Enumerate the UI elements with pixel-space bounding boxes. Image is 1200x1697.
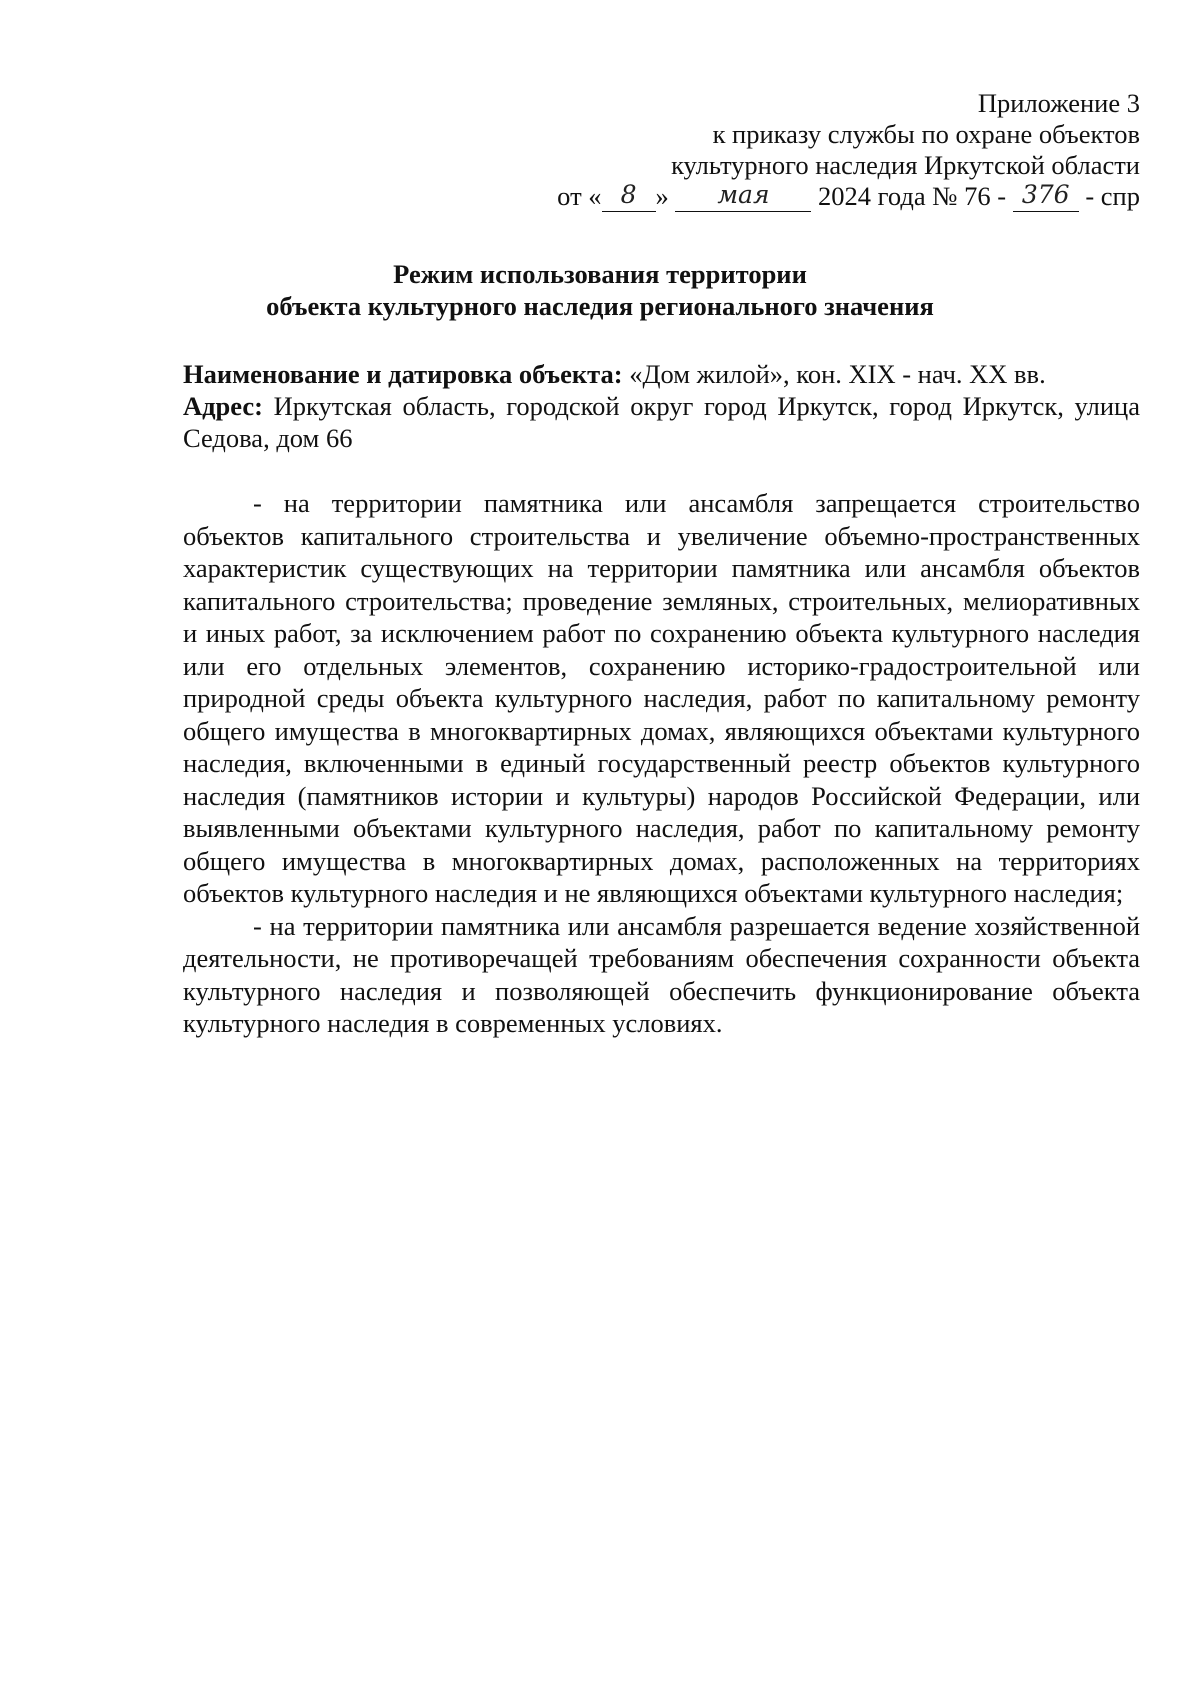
attachment-number: Приложение 3 — [977, 88, 1140, 118]
attachment-date-line — [557, 181, 1140, 212]
regime-text — [183, 487, 1140, 1040]
doc-number-field — [1013, 181, 1079, 212]
attachment-order-ref: к приказу службы по охране объектов — [712, 119, 1140, 149]
month-handwritten: мая — [717, 180, 770, 209]
number-suffix: - спр — [1085, 181, 1140, 211]
attachment-header — [557, 88, 1140, 212]
paragraph-permission: - на территории памятника или ансамбля разрешается ведение хозяйственной деятельности, не противоречащей требованиям обеспечения сохранности объекта культурного наследия и позволяющей обеспечить функционирование объекта культурного наследия в современных условиях. — [183, 910, 1140, 1038]
month-field — [675, 181, 811, 212]
document-title — [0, 258, 1200, 322]
object-info — [183, 358, 1140, 454]
day-field — [602, 181, 656, 212]
title-line-2: объекта культурного наследия регионального значения — [266, 291, 934, 321]
object-name-label: Наименование и датировка объекта: — [183, 359, 623, 389]
year-number-text: 2024 года № 76 - — [818, 181, 1007, 211]
day-handwritten: 8 — [620, 180, 637, 209]
title-line-1: Режим использования территории — [393, 259, 807, 289]
paragraph-prohibition: - на территории памятника или ансамбля запрещается строительство объектов капитального строительства и увеличение объемно-пространственных характеристик существующих на территории памятника или ансамбля объектов капитального строительства; проведение земляных, строительных, мелиоративных и иных работ, за исключением работ по сохранению объекта культурного наследия или его отдельных элементов, сохранению историко-градостроительной или природной среды объекта культурного наследия, работ по капитальному ремонту общего имущества в многоквартирных домах, являющихся объектами культурного наследия, включенными в единый государственный реестр объектов культурного наследия (памятников истории и культуры) народов Российской Федерации, или выявленными объектами культурного наследия, работ по капитальному ремонту общего имущества в многоквартирных домах, расположенных на территориях объектов культурного наследия и не являющихся объектами культурного наследия; — [183, 488, 1140, 908]
object-address-row — [183, 390, 1140, 454]
attachment-authority: культурного наследия Иркутской области — [671, 150, 1140, 180]
object-address-label: Адрес: — [183, 391, 263, 421]
doc-number-handwritten: 376 — [1021, 180, 1070, 209]
date-mid: » — [655, 181, 669, 211]
object-name-value: «Дом жилой», кон. XIX - нач. XX вв. — [629, 359, 1046, 389]
date-prefix: от « — [557, 181, 602, 211]
object-name-row — [183, 358, 1140, 390]
object-address-value: Иркутская область, городской округ город Иркутск, город Иркутск, улица Седова, дом 66 — [183, 391, 1140, 453]
